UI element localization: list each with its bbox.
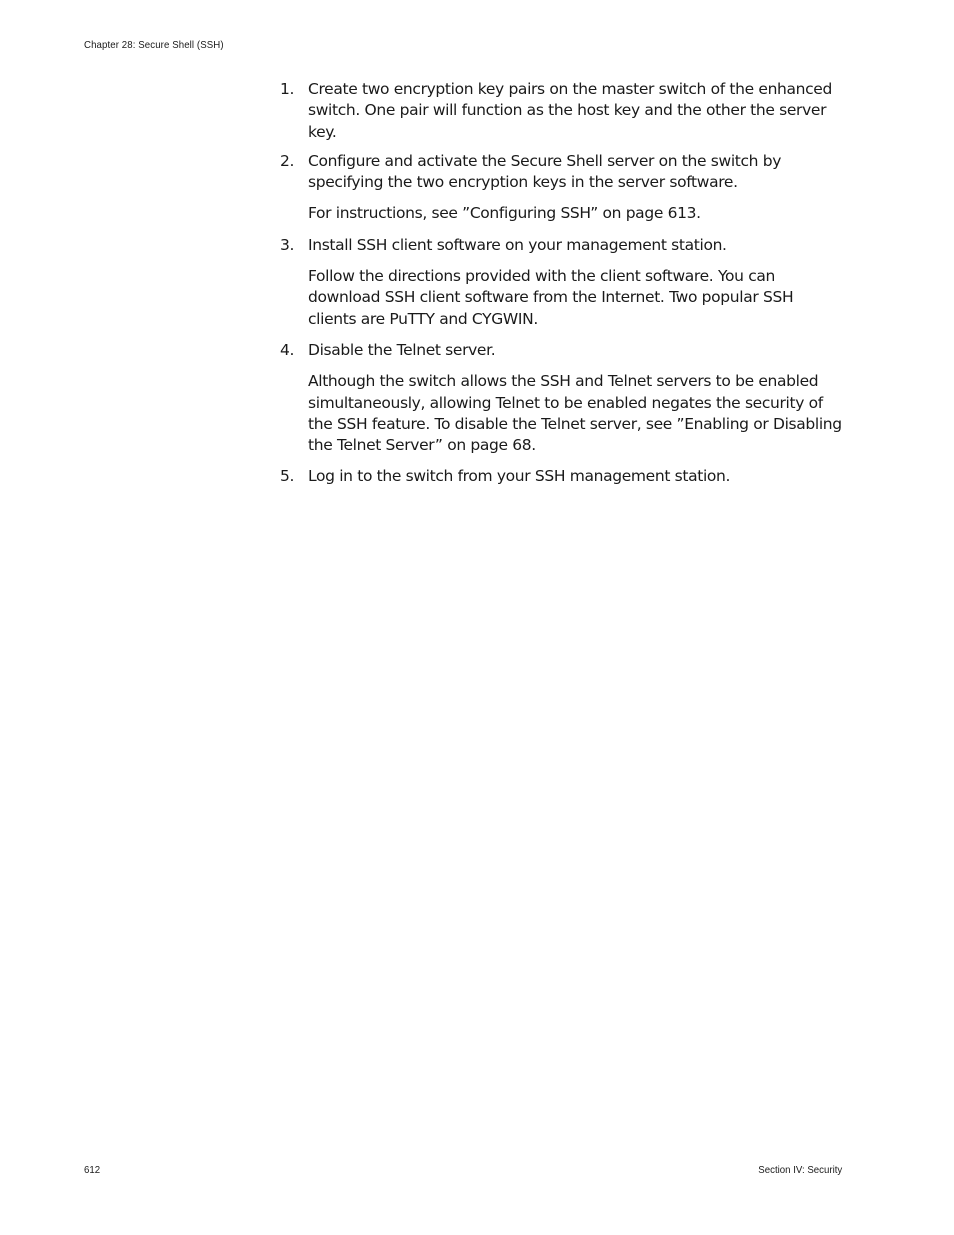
step-2 [280, 151, 845, 194]
page-number: 612 [84, 1164, 101, 1176]
step-text: Create two encryption key pairs on the master switch of the enhanced switch. One pair will function as the host key and the other the server key. [308, 80, 832, 141]
procedure-steps [280, 79, 845, 488]
step-note: For instructions, see ”Configuring SSH” on page 613. [308, 204, 701, 223]
step-text: Install SSH client software on your management station. [308, 235, 727, 254]
step-4 [280, 340, 845, 361]
running-footer-section: Section IV: Security [758, 1164, 842, 1176]
step-5 [280, 466, 845, 487]
step-number: 2. [280, 151, 295, 170]
step-number: 3. [280, 235, 295, 254]
step-number: 4. [280, 340, 295, 359]
step-text: Configure and activate the Secure Shell server on the switch by specifying the two encryption keys in the server software. [308, 151, 782, 192]
running-header: Chapter 28: Secure Shell (SSH) [84, 39, 224, 51]
step-number: 5. [280, 467, 295, 486]
step-text: Log in to the switch from your SSH management station. [308, 467, 731, 486]
step-note: Although the switch allows the SSH and Telnet servers to be enabled simultaneously, allowing Telnet to be enabled negates the security of the SSH feature. To disable the Telnet server, see ”Enabling or Disabling the Telnet Server” on page 68. [308, 372, 842, 455]
step-3 [280, 235, 845, 256]
step-1 [280, 79, 845, 143]
step-note: Follow the directions provided with the client software. You can download SSH client software from the Internet. Two popular SSH clients are PuTTY and CYGWIN. [308, 267, 794, 328]
step-text: Disable the Telnet server. [308, 340, 496, 359]
step-number: 1. [280, 80, 295, 98]
